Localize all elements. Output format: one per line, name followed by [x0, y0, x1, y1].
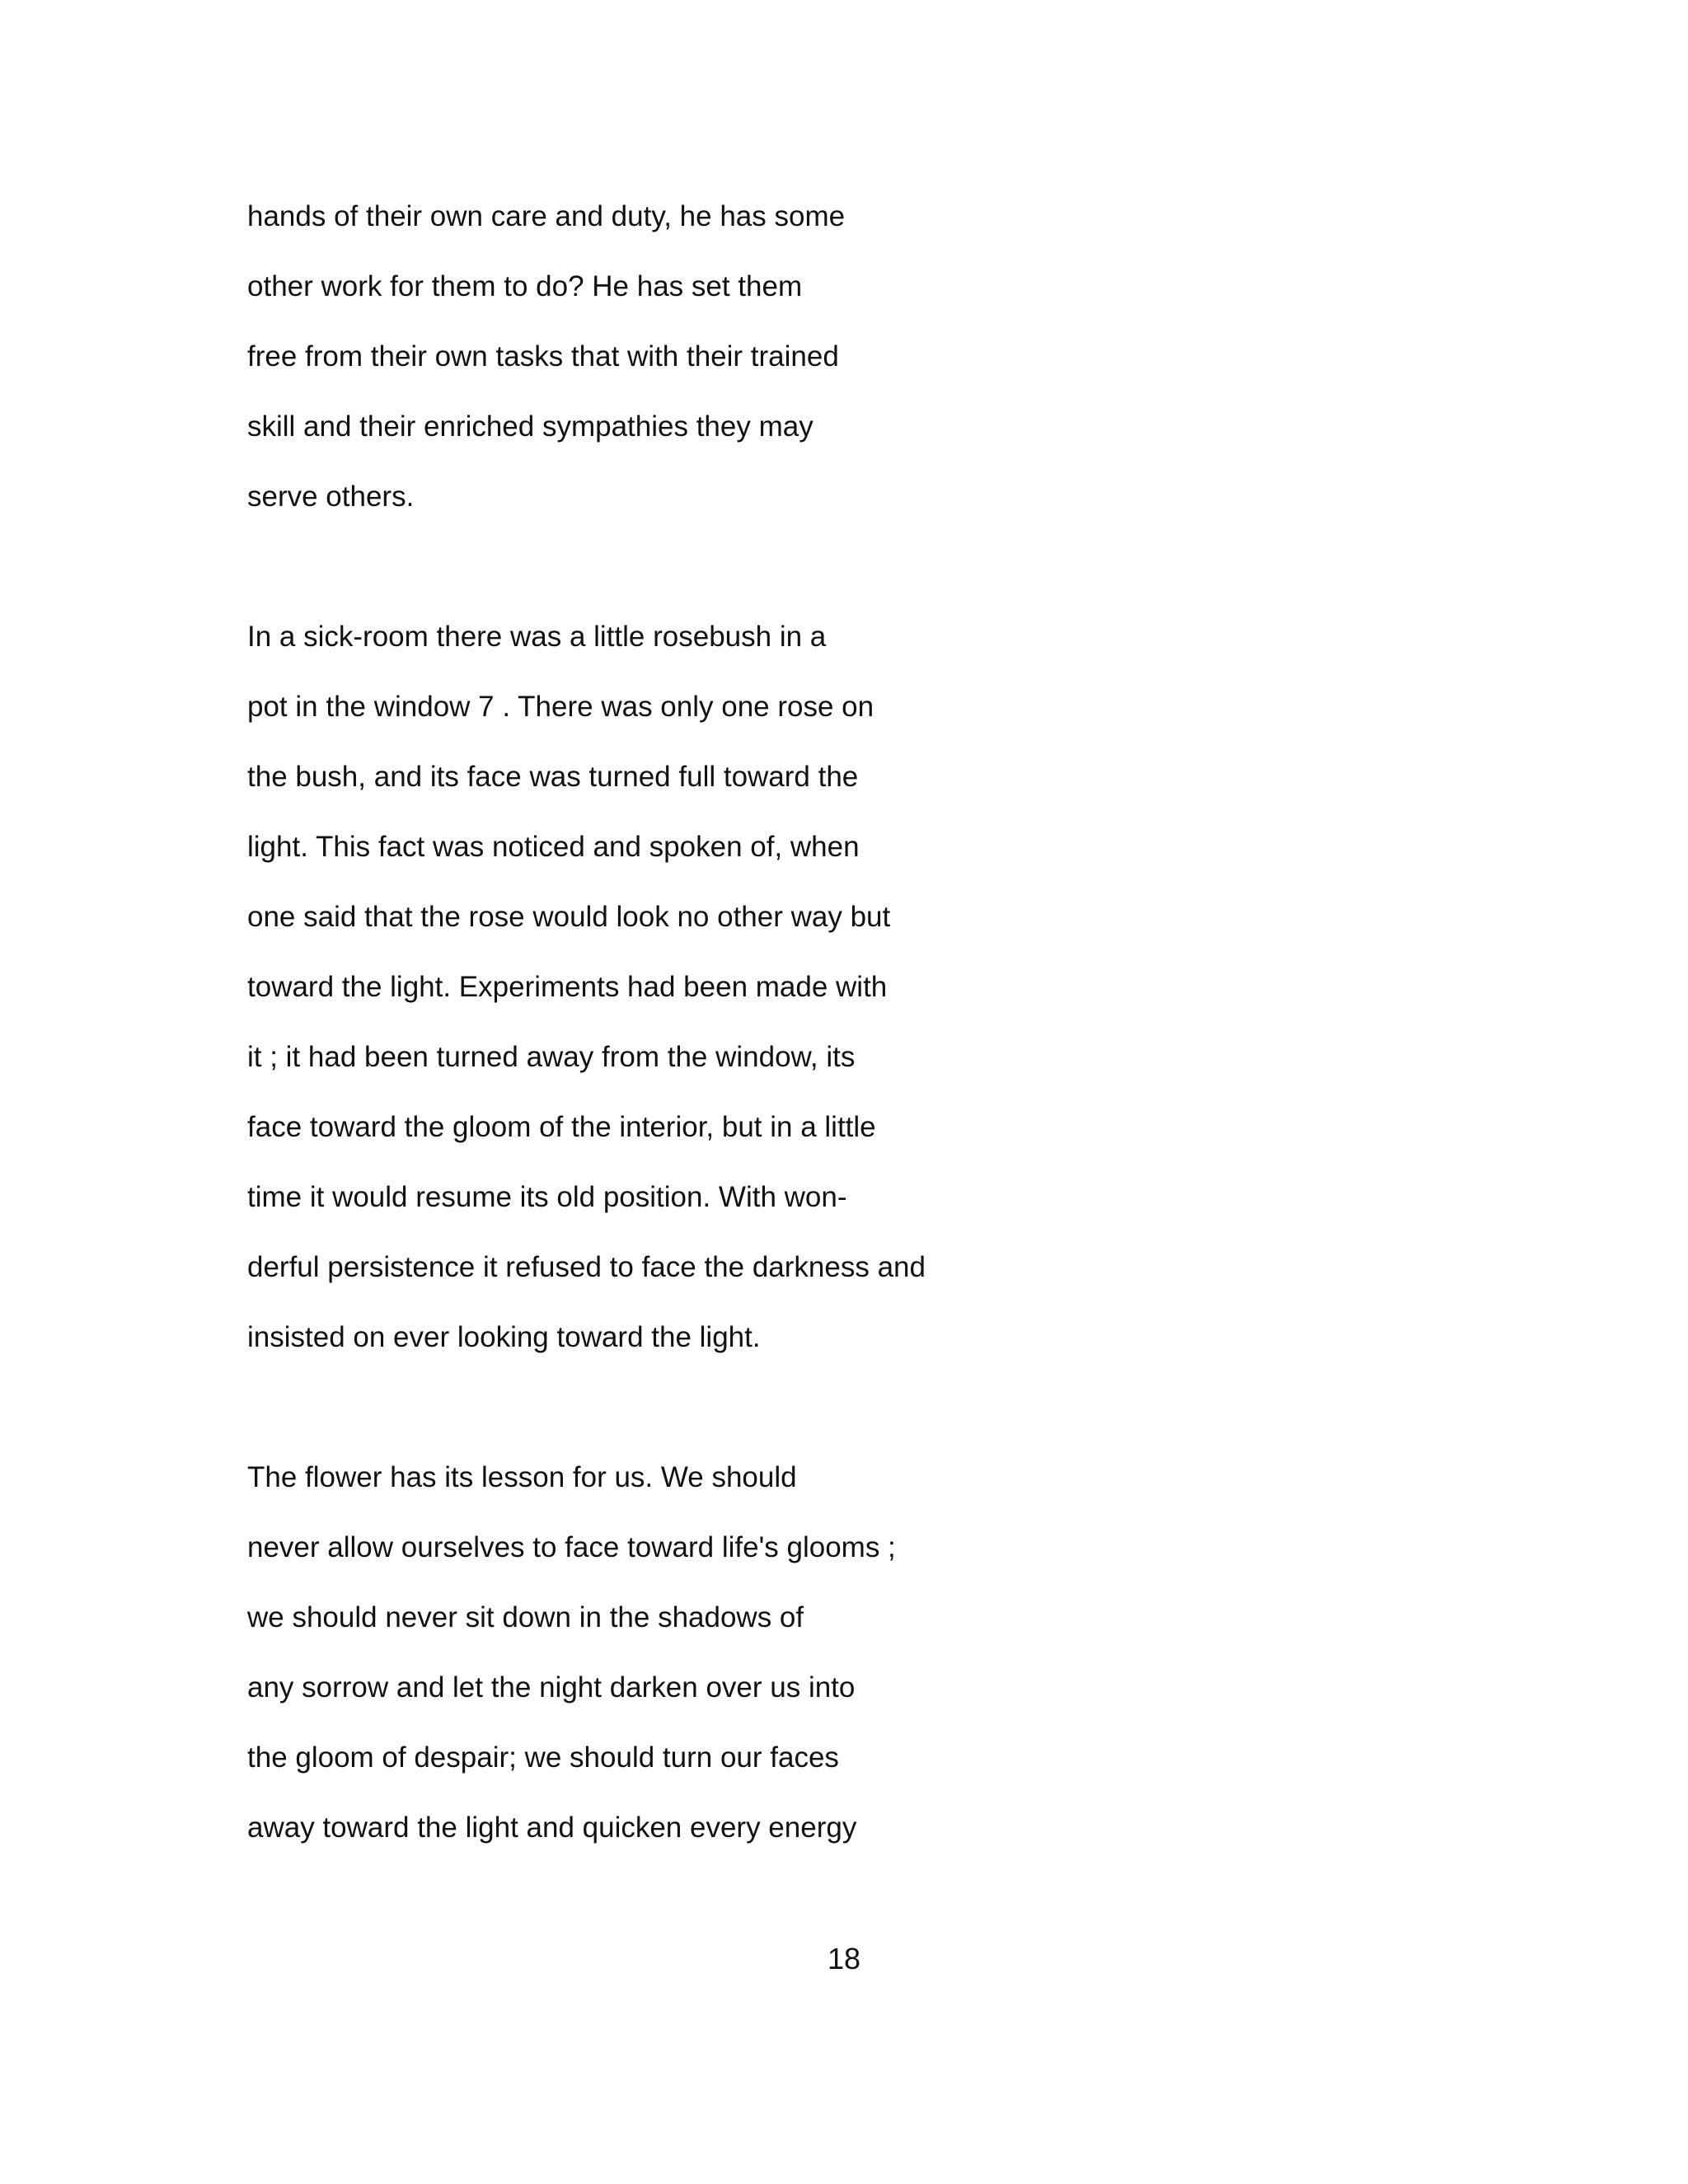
text-line: pot in the window 7 . There was only one rose on — [247, 691, 874, 723]
paragraph-spacer — [247, 545, 1401, 615]
paragraph — [247, 194, 1401, 545]
text-line: we should never sit down in the shadows of — [247, 1601, 804, 1633]
text-line: free from their own tasks that with their trained — [247, 340, 839, 373]
text-line: it ; it had been turned away from the window, its — [247, 1041, 856, 1073]
text-line: derful persistence it refused to face the darkness and — [247, 1251, 926, 1283]
text-line: In a sick-room there was a little rosebush in a — [247, 621, 827, 653]
text-line: time it would resume its old position. With won- — [247, 1181, 847, 1213]
text-line: skill and their enriched sympathies they may — [247, 410, 814, 443]
text-line: serve others. — [247, 480, 415, 513]
text-line: never allow ourselves to face toward life's glooms ; — [247, 1531, 896, 1563]
text-line: one said that the rose would look no other way but — [247, 901, 891, 933]
paragraph-spacer — [247, 1385, 1401, 1455]
text-line: insisted on ever looking toward the light. — [247, 1321, 761, 1353]
text-line: the gloom of despair; we should turn our faces — [247, 1741, 839, 1774]
text-line: light. This fact was noticed and spoken of, when — [247, 831, 860, 863]
body-text — [247, 194, 1401, 1876]
paragraph — [247, 615, 1401, 1385]
text-line: The flower has its lesson for us. We should — [247, 1461, 797, 1493]
text-line: the bush, and its face was turned full toward the — [247, 761, 859, 793]
text-line: any sorrow and let the night darken over us into — [247, 1671, 856, 1704]
text-line: away toward the light and quicken every energy — [247, 1811, 857, 1844]
text-line: toward the light. Experiments had been made with — [247, 971, 888, 1003]
page-number: 18 — [827, 1942, 861, 1975]
text-line: face toward the gloom of the interior, but in a little — [247, 1111, 876, 1143]
paragraph — [247, 1455, 1401, 1876]
text-line: other work for them to do? He has set them — [247, 270, 803, 302]
text-line: hands of their own care and duty, he has some — [247, 200, 846, 232]
